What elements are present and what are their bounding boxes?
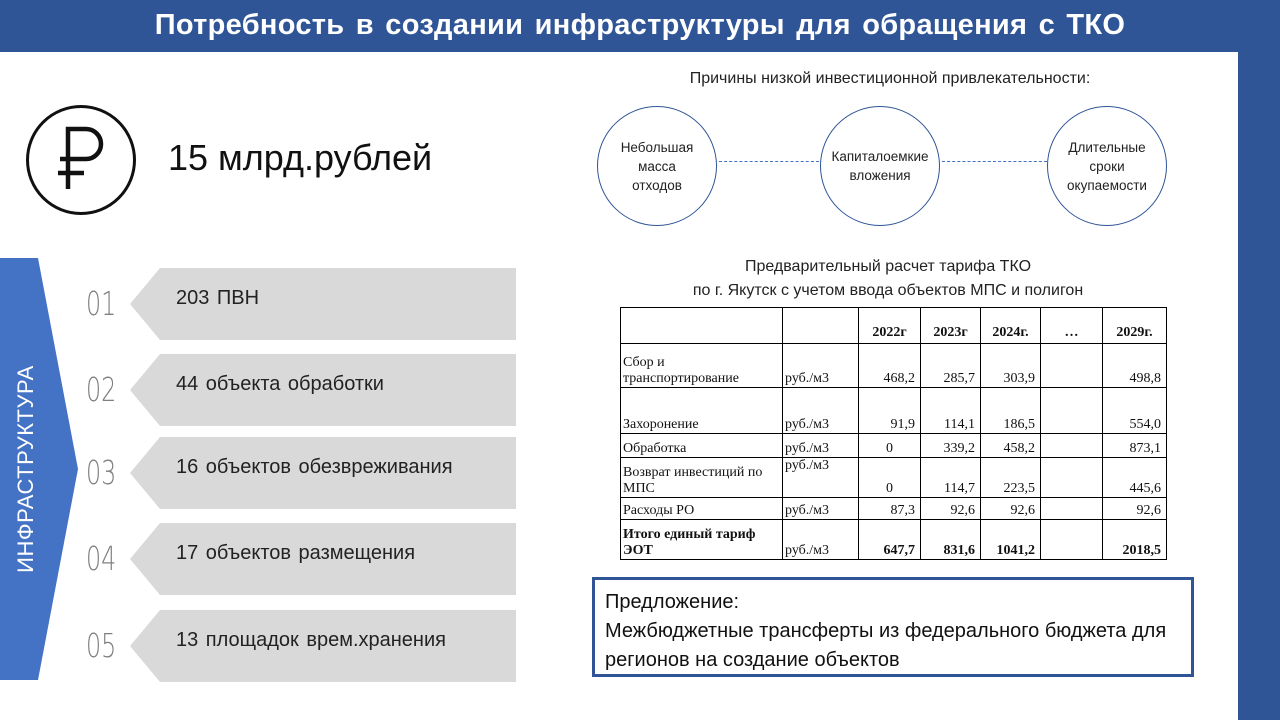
reason-text: Небольшая масса отходов bbox=[620, 139, 694, 193]
cell-2029: 873,1 bbox=[1103, 434, 1167, 458]
cell-2022: 0 bbox=[859, 434, 921, 458]
cell-2023: 114,7 bbox=[921, 458, 981, 498]
cell-empty bbox=[1041, 344, 1103, 388]
reason-text: Длительные сроки окупаемости bbox=[1067, 139, 1147, 193]
table-row bbox=[621, 434, 1167, 458]
row-name: Обработка bbox=[621, 434, 783, 458]
tariff-title-line: Предварительный расчет тарифа ТКО bbox=[744, 258, 1032, 275]
list-text: 16 объектов обезвреживания bbox=[176, 456, 453, 478]
row-name: Возврат инвестиций по МПС bbox=[621, 458, 783, 498]
page-title: Потребность в создании инфраструктуры для обращения с ТКО bbox=[0, 0, 1280, 52]
table-header-cell: 2029г. bbox=[1103, 308, 1167, 344]
list-number: 04 bbox=[86, 539, 117, 578]
table-row bbox=[621, 458, 1167, 498]
cell-2024: 92,6 bbox=[981, 498, 1041, 520]
row-name: Сбор и транспортирование bbox=[621, 344, 783, 388]
cell-2022: 647,7 bbox=[859, 520, 921, 560]
row-unit: руб./м3 bbox=[783, 520, 859, 560]
cell-2023: 831,6 bbox=[921, 520, 981, 560]
table-row bbox=[621, 498, 1167, 520]
table-header-cell: 2022г bbox=[859, 308, 921, 344]
cell-empty bbox=[1041, 520, 1103, 560]
row-name: Итого единый тариф ЭОТ bbox=[621, 520, 783, 560]
cell-2029: 498,8 bbox=[1103, 344, 1167, 388]
list-number: 05 bbox=[86, 626, 117, 665]
right-accent-bar bbox=[1238, 52, 1280, 720]
row-unit: руб./м3 bbox=[783, 434, 859, 458]
table-header-cell: 2024г. bbox=[981, 308, 1041, 344]
ruble-icon bbox=[26, 105, 136, 215]
table-header-cell bbox=[621, 308, 783, 344]
table-header-cell: 2023г bbox=[921, 308, 981, 344]
cell-empty bbox=[1041, 388, 1103, 434]
list-item bbox=[86, 354, 516, 426]
row-unit: руб./м3 bbox=[783, 388, 859, 434]
cell-2024: 303,9 bbox=[981, 344, 1041, 388]
reason-circle bbox=[597, 106, 717, 226]
row-unit: руб./м3 bbox=[783, 458, 859, 498]
cell-2029: 92,6 bbox=[1103, 498, 1167, 520]
cell-2024: 458,2 bbox=[981, 434, 1041, 458]
list-text: 44 объекта обработки bbox=[176, 373, 384, 395]
list-number: 01 bbox=[86, 284, 117, 323]
cell-2023: 114,1 bbox=[921, 388, 981, 434]
list-item bbox=[86, 523, 516, 595]
row-unit: руб./м3 bbox=[783, 498, 859, 520]
cell-2022: 91,9 bbox=[859, 388, 921, 434]
reason-circle bbox=[820, 106, 940, 226]
table-total-row bbox=[621, 520, 1167, 560]
table-row bbox=[621, 344, 1167, 388]
cell-2022: 87,3 bbox=[859, 498, 921, 520]
infrastructure-label: ИНФРАСТРУКТУРА bbox=[13, 365, 38, 573]
row-unit: руб./м3 bbox=[783, 344, 859, 388]
reason-circle bbox=[1047, 106, 1167, 226]
cell-2022: 0 bbox=[859, 458, 921, 498]
connector-line bbox=[719, 161, 819, 162]
list-number: 03 bbox=[86, 453, 117, 492]
proposal-heading: Предложение: bbox=[605, 591, 740, 613]
infrastructure-arrow bbox=[0, 258, 80, 680]
cell-2029: 445,6 bbox=[1103, 458, 1167, 498]
table-row bbox=[621, 388, 1167, 434]
table-header-cell bbox=[783, 308, 859, 344]
row-name: Захоронение bbox=[621, 388, 783, 434]
tariff-table bbox=[620, 307, 1167, 560]
cell-empty bbox=[1041, 458, 1103, 498]
tariff-title bbox=[610, 255, 1166, 303]
list-item bbox=[86, 437, 516, 509]
cell-2023: 285,7 bbox=[921, 344, 981, 388]
list-text: 13 площадок врем.хранения bbox=[176, 629, 446, 651]
budget-amount: 15 млрд.рублей bbox=[168, 137, 433, 178]
reasons-title: Причины низкой инвестиционной привлекательности: bbox=[689, 70, 1091, 87]
cell-2023: 92,6 bbox=[921, 498, 981, 520]
proposal-box bbox=[592, 577, 1194, 677]
cell-2022: 468,2 bbox=[859, 344, 921, 388]
cell-2024: 1041,2 bbox=[981, 520, 1041, 560]
cell-2024: 186,5 bbox=[981, 388, 1041, 434]
row-name: Расходы РО bbox=[621, 498, 783, 520]
cell-2023: 339,2 bbox=[921, 434, 981, 458]
reason-text: Капиталоемкие вложения bbox=[831, 149, 929, 183]
cell-2029: 554,0 bbox=[1103, 388, 1167, 434]
list-text: 17 объектов размещения bbox=[176, 542, 416, 564]
list-item bbox=[86, 268, 516, 340]
table-header-cell: … bbox=[1041, 308, 1103, 344]
cell-empty bbox=[1041, 498, 1103, 520]
cell-2029: 2018,5 bbox=[1103, 520, 1167, 560]
cell-empty bbox=[1041, 434, 1103, 458]
list-number: 02 bbox=[86, 370, 117, 409]
list-text: 203 ПВН bbox=[176, 287, 260, 309]
list-item bbox=[86, 610, 516, 682]
cell-2024: 223,5 bbox=[981, 458, 1041, 498]
tariff-title-line: по г. Якутск с учетом ввода объектов МПС и полигон bbox=[692, 282, 1084, 299]
proposal-text: Межбюджетные трансферты из федерального бюджета для регионов на создание объектов bbox=[605, 620, 1167, 671]
connector-line bbox=[942, 161, 1047, 162]
table-header-row bbox=[621, 308, 1167, 344]
